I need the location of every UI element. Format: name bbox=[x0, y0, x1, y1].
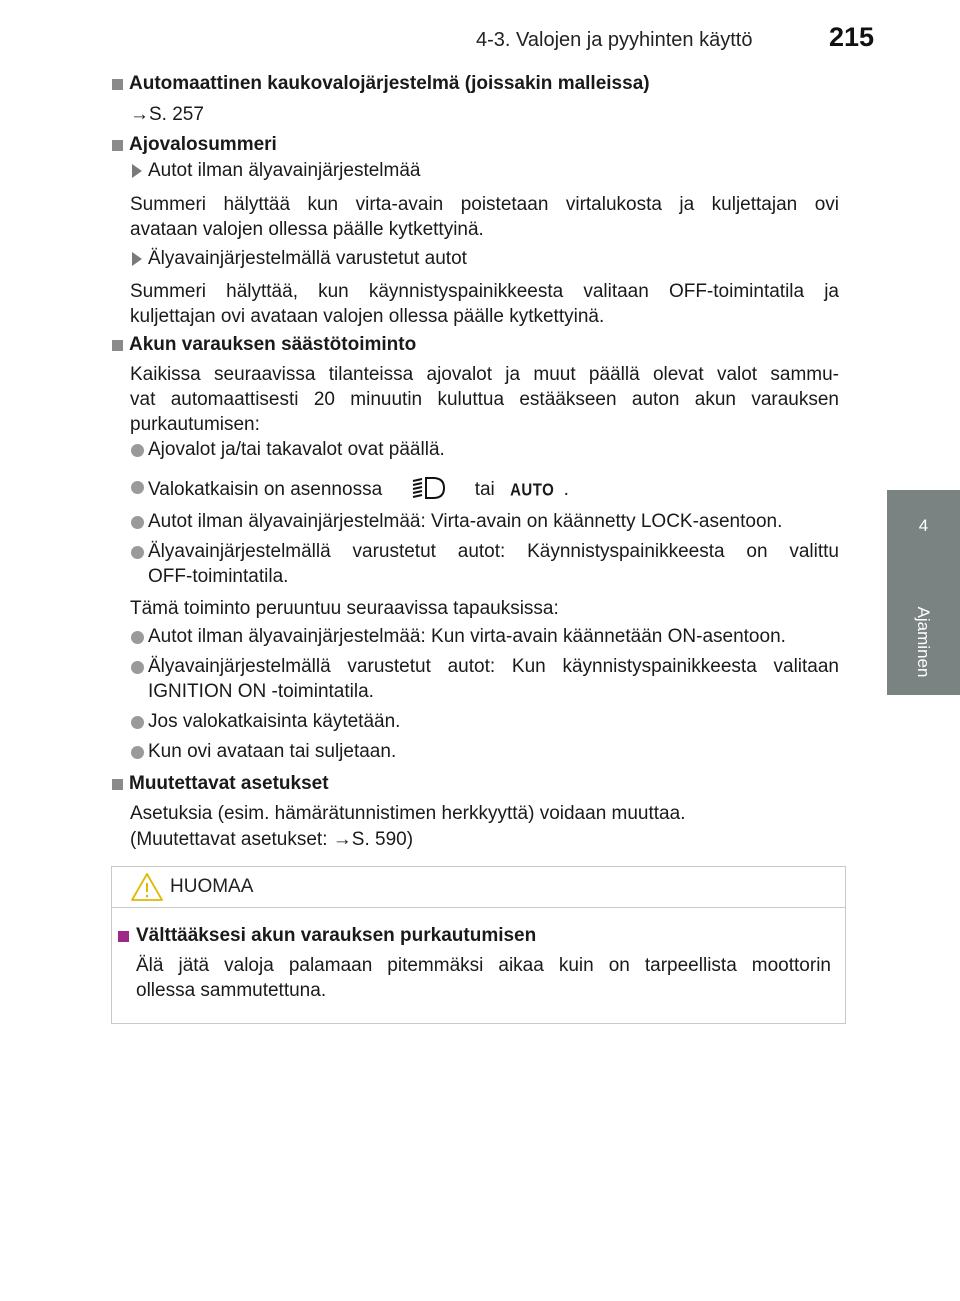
auto-symbol: AUTO bbox=[510, 480, 555, 501]
text-line: Älyavainjärjestelmällä varustetut autot: Kun käynnistyspainikkeesta valitaan bbox=[148, 656, 839, 677]
text-line: kuljettajan ovi avataan valojen ollessa päälle kytkettyinä. bbox=[130, 306, 605, 327]
section-reference: 4-3. Valojen ja pyyhinten käyttö bbox=[476, 29, 753, 51]
notice-paragraph bbox=[136, 953, 831, 1003]
round-bullet bbox=[131, 444, 144, 457]
triangle-bullet-icon bbox=[132, 252, 142, 266]
round-bullet bbox=[131, 516, 144, 529]
bullet-switch-position bbox=[148, 475, 569, 504]
page-number: 215 bbox=[829, 22, 875, 52]
chapter-label: Ajaminen bbox=[914, 606, 933, 678]
text-line: Älä jätä valoja palamaan pitemmäksi aikaa kuin on tarpeellista moottorin bbox=[136, 955, 831, 976]
cancel-intro: Tämä toiminto peruuntuu seuraavissa tapauksissa: bbox=[130, 598, 559, 619]
bullet-off-mode bbox=[148, 539, 839, 589]
text-line: purkautumisen: bbox=[130, 414, 260, 435]
warning-triangle-icon bbox=[130, 872, 164, 902]
subheading-smart-key: Älyavainjärjestelmällä varustetut autot bbox=[148, 248, 467, 269]
square-bullet bbox=[112, 140, 123, 151]
notice-header bbox=[112, 867, 845, 908]
text-line: IGNITION ON -toimintatila. bbox=[148, 681, 374, 702]
chapter-number: 4 bbox=[918, 516, 929, 535]
heading-light-buzzer: Ajovalosummeri bbox=[129, 134, 277, 155]
page-ref[interactable] bbox=[130, 102, 204, 128]
bullet-cancel-ignition-on bbox=[148, 654, 839, 704]
headlight-icon bbox=[411, 475, 451, 501]
customization-page-ref[interactable] bbox=[130, 827, 413, 853]
ref-arrow: → bbox=[332, 829, 352, 850]
round-bullet bbox=[131, 661, 144, 674]
paragraph-buzzer-no-smart-key bbox=[130, 192, 839, 242]
ref-text: S. 257 bbox=[149, 104, 204, 125]
text-line: Summeri hälyttää, kun käynnistyspainikkeesta valitaan OFF-toimintatila ja bbox=[130, 281, 839, 302]
bullet-cancel-on-position: Autot ilman älyavainjärjestelmää: Kun virta-avain käännetään ON-asentoon. bbox=[148, 626, 786, 647]
heading-customization: Muutettavat asetukset bbox=[129, 773, 329, 794]
text-line: vat automaattisesti 20 minuutin kuluttua estääkseen auton akun varauksen bbox=[130, 389, 839, 410]
notice-heading: Välttääksesi akun varauksen purkautumisen bbox=[136, 925, 537, 946]
square-bullet bbox=[112, 79, 123, 90]
paragraph-battery-saver-intro bbox=[130, 362, 839, 437]
ref-text: S. 590) bbox=[351, 829, 414, 850]
text-line: Älyavainjärjestelmällä varustetut autot: Käynnistyspainikkeesta on valittu bbox=[148, 541, 839, 562]
text-line: OFF-toimintatila. bbox=[148, 566, 289, 587]
notice-title: HUOMAA bbox=[170, 876, 254, 897]
customization-text: Asetuksia (esim. hämärätunnistimen herkkyyttä) voidaan muuttaa. bbox=[130, 803, 686, 824]
square-bullet bbox=[112, 340, 123, 351]
bullet-period: . bbox=[563, 479, 569, 500]
notice-box bbox=[111, 866, 846, 1024]
round-bullet bbox=[131, 481, 144, 494]
square-bullet bbox=[118, 931, 129, 942]
text-line: ollessa sammutettuna. bbox=[136, 980, 327, 1001]
chapter-side-tab bbox=[887, 490, 960, 695]
round-bullet bbox=[131, 546, 144, 559]
heading-auto-high-beam: Automaattinen kaukovalojärjestelmä (joissakin malleissa) bbox=[129, 73, 650, 94]
triangle-bullet-icon bbox=[132, 164, 142, 178]
text-line: Kaikissa seuraavissa tilanteissa ajovalot ja muut päällä olevat valot sammu- bbox=[130, 364, 839, 385]
round-bullet bbox=[131, 746, 144, 759]
bullet-lights-on: Ajovalot ja/tai takavalot ovat päällä. bbox=[148, 439, 445, 460]
text-line: avataan valojen ollessa päälle kytkettyinä. bbox=[130, 219, 484, 240]
bullet-lock-position: Autot ilman älyavainjärjestelmää: Virta-avain on käännetty LOCK-asentoon. bbox=[148, 511, 783, 532]
ref-prefix: (Muutettavat asetukset: bbox=[130, 829, 333, 850]
ref-arrow: → bbox=[130, 104, 149, 125]
bullet-cancel-switch-used: Jos valokatkaisinta käytetään. bbox=[148, 711, 401, 732]
bullet-text: Valokatkaisin on asennossa bbox=[148, 479, 383, 500]
square-bullet bbox=[112, 779, 123, 790]
bullet-or-text: tai bbox=[474, 479, 495, 500]
subheading-no-smart-key: Autot ilman älyavainjärjestelmää bbox=[148, 160, 421, 181]
text-line: Summeri hälyttää kun virta-avain poistetaan virtalukosta ja kuljettajan ovi bbox=[130, 194, 839, 215]
page-header bbox=[0, 0, 960, 60]
round-bullet bbox=[131, 631, 144, 644]
round-bullet bbox=[131, 716, 144, 729]
paragraph-buzzer-smart-key bbox=[130, 279, 839, 329]
bullet-cancel-door: Kun ovi avataan tai suljetaan. bbox=[148, 741, 397, 762]
heading-battery-saver: Akun varauksen säästötoiminto bbox=[129, 334, 417, 355]
